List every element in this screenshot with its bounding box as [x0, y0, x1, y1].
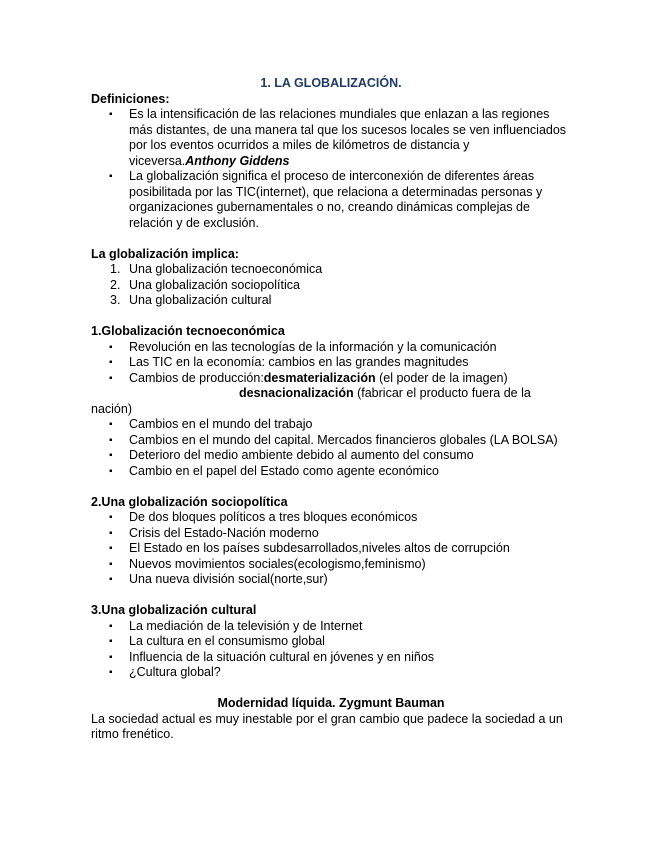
- list-item: ▪ Cambio en el papel del Estado como agente económico: [91, 464, 571, 480]
- definiciones-heading: Definiciones:: [91, 91, 170, 106]
- definicion-text: Es la intensificación de las relaciones mundiales que enlazan a las regiones más distantes, de una manera tal que los sucesos locales se ven influenciados por los eventos ocurridos a miles de kilómetros de distancia y viceversa.: [129, 107, 567, 168]
- item-number: 2.: [110, 277, 121, 292]
- implica-list: [91, 262, 571, 309]
- desmat-term: desmaterialización: [263, 370, 376, 385]
- item-number: 3.: [110, 293, 121, 307]
- list-item: ▪ El Estado en los países subdesarrollados,niveles altos de corrupción: [91, 541, 571, 557]
- document-content: [91, 76, 571, 743]
- list-item: ▪ Nuevos movimientos sociales(ecologismo,feminismo): [91, 557, 571, 573]
- desnac-line: [91, 386, 571, 402]
- list-item: ▪ Deterioro del medio ambiente debido al aumento del consumo: [91, 448, 571, 464]
- list-item: ▪ Una nueva división social(norte,sur): [91, 572, 571, 588]
- socio-list: [91, 510, 571, 588]
- list-item: ▪ ¿Cultura global?: [91, 665, 571, 681]
- list-item: ▪ Influencia de la situación cultural en jóvenes y en niños: [91, 650, 571, 666]
- list-item: ▪ La cultura en el consumismo global: [91, 634, 571, 650]
- desnac-term: desnacionalización: [239, 386, 354, 400]
- page-title: 1. LA GLOBALIZACIÓN.: [260, 76, 402, 90]
- socio-heading: 2.Una globalización sociopolítica: [91, 494, 288, 509]
- bauman-text: La sociedad actual es muy inestable por el gran cambio que padece la sociedad a un ritmo frenético.: [91, 711, 563, 741]
- item-text: Una globalización cultural: [129, 293, 272, 307]
- desnac-note: (fabricar el producto fuera de la: [353, 386, 531, 400]
- tecno-heading: 1.Globalización tecnoeconómica: [91, 324, 285, 338]
- item-text: Una globalización tecnoeconómica: [129, 262, 323, 276]
- list-item: ▪ Cambios en el mundo del capital. Mercados financieros globales (LA BOLSA): [91, 433, 571, 449]
- implica-heading: La globalización implica:: [91, 246, 239, 261]
- list-item: ▪ De dos bloques políticos a tres bloques económicos: [91, 510, 571, 526]
- bauman-heading: Modernidad líquida. Zygmunt Bauman: [217, 696, 445, 710]
- desmat-note: (el poder de la imagen): [375, 370, 508, 385]
- tecno-list-2: [91, 417, 571, 479]
- definicion-author: Anthony Giddens: [185, 153, 290, 168]
- list-item: ▪ La mediación de la televisión y de Internet: [91, 619, 571, 635]
- list-item: [91, 371, 571, 387]
- cultural-heading: 3.Una globalización cultural: [91, 603, 257, 617]
- definicion-item: ▪ La globalización significa el proceso de interconexión de diferentes áreas posibilitada por las TIC(internet), que relaciona a determinadas personas y organizaciones gubernamentales o no, creando dinámicas complejas de relación y de exclusión.: [91, 169, 571, 231]
- item-text: Una globalización sociopolítica: [129, 277, 300, 292]
- list-item: ▪ Crisis del Estado-Nación moderno: [91, 526, 571, 542]
- implica-item: [91, 278, 571, 294]
- definicion-item: [91, 107, 571, 169]
- implica-item: [91, 262, 571, 278]
- item-number: 1.: [110, 262, 121, 276]
- cultural-list: [91, 619, 571, 681]
- definiciones-list: [91, 107, 571, 231]
- list-item: ▪ Cambios en el mundo del trabajo: [91, 417, 571, 433]
- desnac-continuation: nación): [91, 401, 132, 416]
- produccion-prefix: Cambios de producción:: [129, 370, 264, 385]
- list-item: ▪ Las TIC en la economía: cambios en las grandes magnitudes: [91, 355, 571, 371]
- tecno-list: [91, 340, 571, 387]
- list-item: ▪ Revolución en las tecnologías de la información y la comunicación: [91, 340, 571, 356]
- implica-item: [91, 293, 571, 309]
